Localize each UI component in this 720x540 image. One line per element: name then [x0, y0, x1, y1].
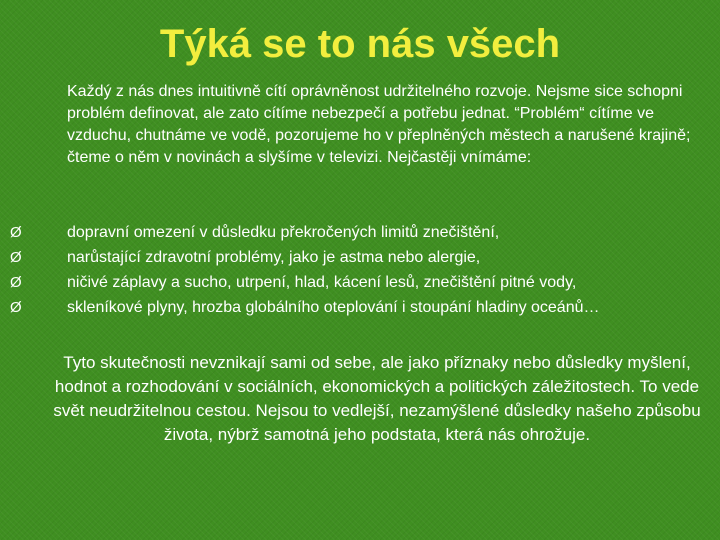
bullet-text: skleníkové plyny, hrozba globálního oteplování i stoupání hladiny oceánů… — [67, 299, 600, 316]
list-item — [10, 220, 710, 245]
arrow-bullet-icon: Ø — [10, 249, 22, 266]
bullet-list — [10, 220, 710, 320]
list-item — [10, 270, 710, 295]
arrow-bullet-icon: Ø — [10, 274, 22, 291]
arrow-bullet-icon: Ø — [10, 224, 22, 241]
slide-title: Týká se to nás všech — [159, 22, 561, 66]
list-item — [10, 295, 710, 320]
bullet-text: narůstající zdravotní problémy, jako je astma nebo alergie, — [67, 249, 481, 266]
bullet-text: ničivé záplavy a sucho, utrpení, hlad, kácení lesů, znečištění pitné vody, — [67, 274, 577, 291]
list-item — [10, 245, 710, 270]
arrow-bullet-icon: Ø — [10, 299, 22, 316]
summary-paragraph: Tyto skutečnosti nevznikají sami od sebe, ale jako příznaky nebo důsledky myšlení, hodnot a rozhodování v sociálních, ekonomických a politických záležitostech. To vede svět neudržitelnou cestou. Nejsou to vedlejší, nezamýšlené důsledky našeho způsobu života, nýbrž samotná jeho podstata, která nás ohrožuje. — [53, 353, 701, 444]
bullet-text: dopravní omezení v důsledku překročených limitů znečištění, — [67, 224, 500, 241]
intro-paragraph: Každý z nás dnes intuitivně cítí oprávněnost udržitelného rozvoje. Nejsme sice schopni problém definovat, ale zato cítíme nebezpečí a potřebu jednat. “Problém“ cítíme ve vzduchu, chutnáme ve vodě, pozorujeme ho v přeplněných městech a narušené krajině; čteme o něm v novinách a slyšíme v televizi. Nejčastěji vnímáme: — [67, 83, 691, 166]
